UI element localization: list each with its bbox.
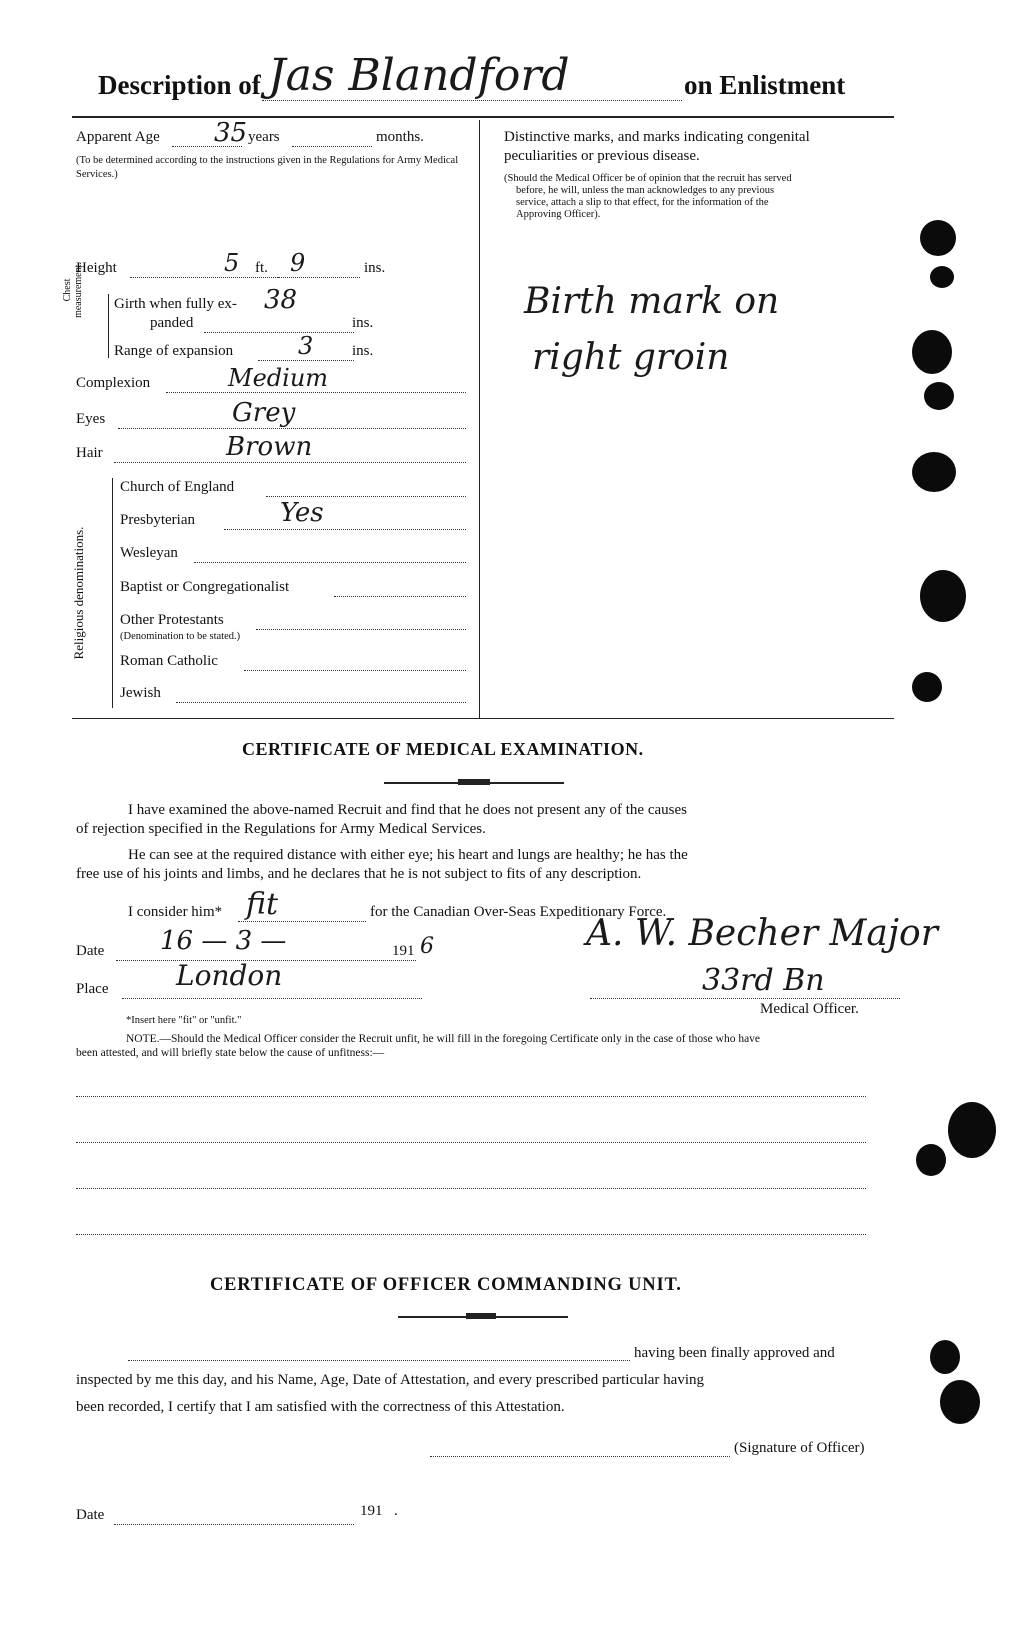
height-label: Height — [76, 260, 117, 276]
chest-bracket — [108, 294, 109, 358]
distinctive-note-1: (Should the Medical Officer be of opinion that the recruit has served — [504, 173, 792, 184]
medical-footnote: *Insert here "fit" or "unfit." — [126, 1015, 242, 1026]
ins-label: ins. — [364, 260, 386, 276]
religion-other-protestants: Other Protestants — [120, 612, 224, 628]
religion-church-of-england: Church of England — [120, 479, 235, 495]
consider-suffix: for the Canadian Over-Seas Expeditionary Force. — [370, 904, 667, 920]
religion-baptist: Baptist or Congregationalist — [120, 579, 290, 595]
binding-hole-blot — [912, 672, 942, 702]
complexion-value: Medium — [228, 364, 329, 392]
medical-officer-signature: A. W. Becher Major — [586, 913, 938, 954]
medical-officer-label: Medical Officer. — [760, 1001, 859, 1017]
unfitness-line-3 — [76, 1188, 866, 1189]
binding-hole-blot — [920, 570, 966, 622]
religion-line-0 — [266, 496, 466, 497]
girth-label-2: panded — [150, 315, 194, 331]
religion-bracket — [112, 478, 113, 708]
girth-ins-label: ins. — [352, 315, 374, 331]
eyes-value: Grey — [232, 398, 296, 428]
distinctive-note-2: before, he will, unless the man acknowledges to any previous — [516, 185, 775, 196]
age-value: 35 — [214, 118, 248, 148]
commanding-signature-line — [430, 1456, 730, 1457]
girth-line — [204, 332, 354, 333]
title-suffix: on Enlistment — [684, 70, 846, 100]
religion-presbyterian-value: Yes — [280, 498, 324, 528]
medical-para1-line1: I have examined the above-named Recruit and find that he does not present any of the causes — [128, 802, 687, 818]
column-divider — [479, 120, 480, 718]
girth-value: 38 — [264, 285, 298, 315]
religion-line-2 — [194, 562, 466, 563]
medical-year-value: 6 — [420, 934, 434, 959]
unfitness-line-1 — [76, 1096, 866, 1097]
ft-label: ft. — [255, 260, 268, 276]
medical-para1-line2: of rejection specified in the Regulations for Army Medical Services. — [76, 821, 486, 837]
eyes-label: Eyes — [76, 411, 106, 427]
mid-rule — [72, 718, 894, 719]
medical-date-value: 16 — 3 — — [160, 926, 287, 956]
distinctive-note-4: Approving Officer). — [516, 209, 601, 220]
height-line — [130, 277, 280, 278]
binding-hole-blot — [912, 330, 952, 374]
hair-value: Brown — [226, 432, 313, 462]
medical-officer-unit: 33rd Bn — [702, 963, 825, 998]
unfitness-line-2 — [76, 1142, 866, 1143]
religion-line-1 — [224, 529, 466, 530]
recruit-name: Jas Blandford — [268, 50, 570, 101]
commanding-line1-suffix: having been finally approved and — [634, 1345, 835, 1361]
girth-label-1: Girth when fully ex- — [114, 296, 237, 312]
medical-year-prefix: 191 — [392, 943, 415, 959]
range-label: Range of expansion — [114, 343, 234, 359]
range-value: 3 — [298, 332, 314, 360]
range-line — [258, 360, 354, 361]
religion-presbyterian: Presbyterian — [120, 512, 195, 528]
months-line — [292, 146, 372, 147]
binding-hole-blot — [920, 220, 956, 256]
medical-date-label: Date — [76, 943, 105, 959]
medical-place-line — [122, 998, 422, 999]
commanding-date-label: Date — [76, 1507, 105, 1523]
age-label: Apparent Age — [76, 129, 160, 145]
binding-hole-blot — [924, 382, 954, 410]
height-ft-value: 5 — [224, 249, 240, 277]
binding-hole-blot — [930, 1340, 960, 1374]
medical-note-line2: been attested, and will briefly state below the cause of unfitness:— — [76, 1047, 385, 1059]
name-line — [262, 100, 682, 101]
commanding-line2: inspected by me this day, and his Name, Age, Date of Attestation, and every prescribed particular having — [76, 1372, 705, 1388]
binding-hole-blot — [930, 266, 954, 288]
binding-hole-blot — [948, 1102, 996, 1158]
religion-line-5 — [244, 670, 466, 671]
religion-jewish: Jewish — [120, 685, 161, 701]
commanding-date-line — [114, 1524, 354, 1525]
commanding-signature-label: (Signature of Officer) — [734, 1440, 865, 1456]
commanding-heading: CERTIFICATE OF OFFICER COMMANDING UNIT. — [210, 1275, 682, 1295]
top-rule — [72, 116, 894, 118]
consider-prefix: I consider him* — [128, 904, 223, 920]
title-prefix: Description of — [98, 70, 261, 100]
religion-line-6 — [176, 702, 466, 703]
binding-hole-blot — [940, 1380, 980, 1424]
religion-line-3 — [334, 596, 466, 597]
commanding-year-prefix: 191 — [360, 1503, 383, 1519]
age-note: (To be determined according to the instructions given in the Regulations for Army Medical Services.) — [76, 155, 459, 181]
hair-line — [114, 462, 466, 463]
complexion-line — [166, 392, 466, 393]
hair-label: Hair — [76, 445, 103, 461]
range-ins-label: ins. — [352, 343, 374, 359]
religion-line-4 — [256, 629, 466, 630]
eyes-line — [118, 428, 466, 429]
distinctive-heading-2: peculiarities or previous disease. — [504, 148, 700, 164]
medical-place-value: London — [176, 959, 283, 992]
medical-officer-line — [590, 998, 900, 999]
religion-wesleyan: Wesleyan — [120, 545, 178, 561]
chest-label: Chest measurement. — [62, 262, 84, 318]
religion-other-note: (Denomination to be stated.) — [120, 631, 241, 642]
distinctive-marks-line-1: Birth mark on — [524, 281, 780, 322]
binding-hole-blot — [912, 452, 956, 492]
distinctive-marks-line-2: right groin — [532, 337, 730, 378]
medical-place-label: Place — [76, 981, 109, 997]
religion-side-label: Religious denominations. — [71, 526, 86, 660]
medical-heading: CERTIFICATE OF MEDICAL EXAMINATION. — [242, 739, 644, 759]
distinctive-note-3: service, attach a slip to that effect, for the information of the — [516, 197, 769, 208]
commanding-year-dot: . — [394, 1503, 398, 1519]
commanding-name-line — [128, 1360, 630, 1361]
height-ins-line — [278, 277, 360, 278]
years-label: years — [248, 129, 280, 145]
medical-heading-ornament-center — [458, 779, 490, 785]
complexion-label: Complexion — [76, 375, 151, 391]
medical-para2-line2: free use of his joints and limbs, and he declares that he is not subject to fits of any description. — [76, 866, 642, 882]
binding-hole-blot — [916, 1144, 946, 1176]
medical-para2-line1: He can see at the required distance with either eye; his heart and lungs are healthy; he has the — [128, 847, 688, 863]
commanding-line3: been recorded, I certify that I am satisfied with the correctness of this Attestation. — [76, 1399, 565, 1415]
commanding-heading-ornament-center — [466, 1313, 496, 1319]
distinctive-heading-1: Distinctive marks, and marks indicating congenital — [504, 129, 810, 145]
unfitness-line-4 — [76, 1234, 866, 1235]
height-ins-value: 9 — [290, 249, 306, 277]
religion-roman-catholic: Roman Catholic — [120, 653, 218, 669]
medical-note-line1: NOTE.—Should the Medical Officer consider the Recruit unfit, he will fill in the foregoing Certificate only in the case of those who have — [126, 1033, 761, 1045]
fit-value: fit — [246, 887, 279, 922]
months-label: months. — [376, 129, 424, 145]
